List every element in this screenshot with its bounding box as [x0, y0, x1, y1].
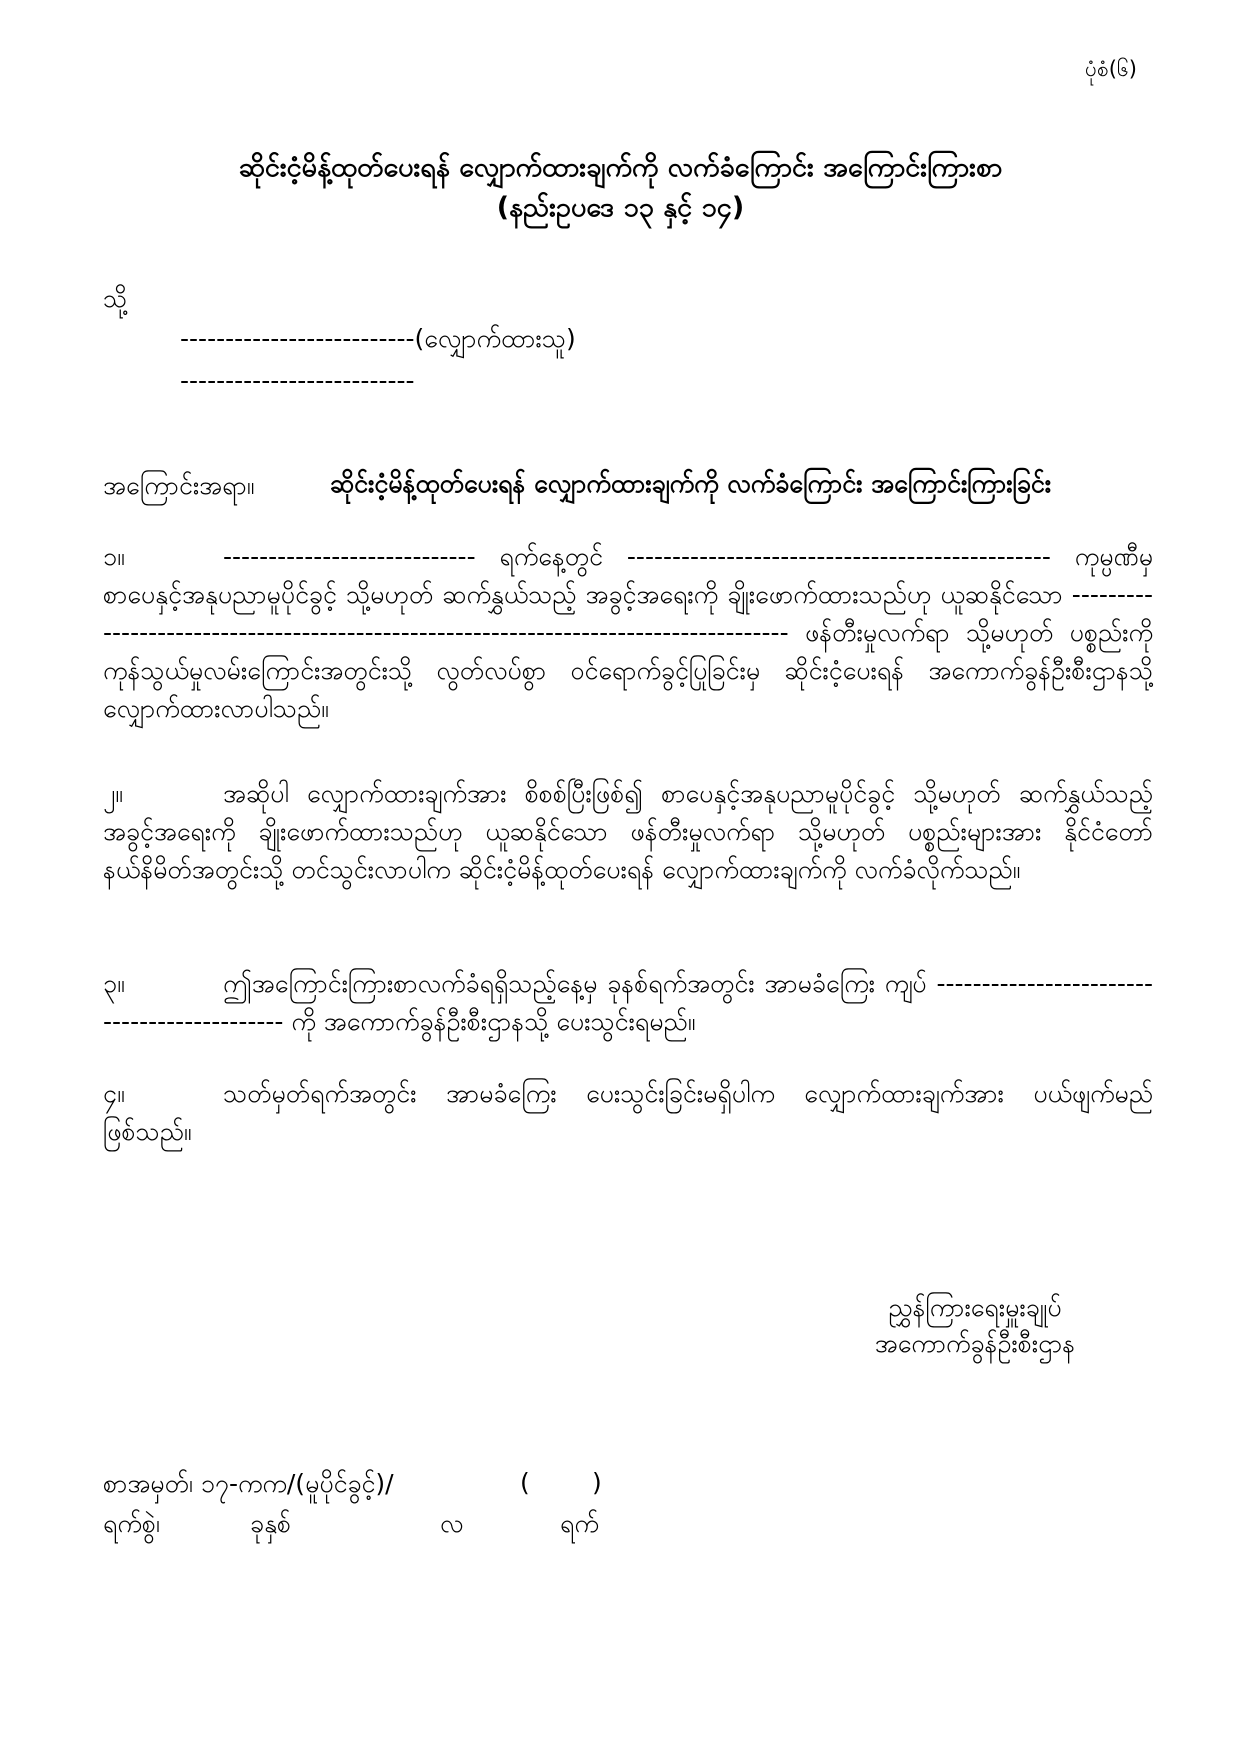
date-day-label: ရက်: [560, 1509, 599, 1538]
document-title-line1: ဆိုင်းငံ့မိန့်ထုတ်ပေးရန် လျှောက်ထားချက်ကို လက်ခံကြောင်း အကြောင်းကြားစာ: [238, 152, 1003, 183]
recipient-role-label: (လျှောက်ထားသူ): [414, 324, 576, 353]
paragraph-text: ဤအကြောင်းကြားစာလက်ခံရရှိသည့်နေ့မှ ခုနစ်ရက်အတွင်း အာမခံကြေး ကျပ် -------------------------------------------- ကို အကောက်ခွန်ဦးစီးဌာနသို့ ပေးသွင်းရမည်။: [103, 969, 1153, 1036]
date-month-label: လ: [440, 1509, 464, 1538]
reference-paren-open: (: [520, 1468, 530, 1497]
reference-paren-close: ): [592, 1468, 602, 1497]
reference-number: စာအမှတ်၊ ၁၇-ကက/(မူပိုင်ခွင့်)/: [103, 1469, 394, 1498]
paragraph-number: ၃။: [103, 969, 125, 998]
signatory-title: ညွှန်ကြားရေးမှူးချုပ်: [888, 1293, 1062, 1322]
paragraph-text: သတ်မှတ်ရက်အတွင်း အာမခံကြေး ပေးသွင်းခြင်းမရှိပါက လျှောက်ထားချက်အား ပယ်ဖျက်မည် ဖြစ်သည်။: [103, 1079, 1153, 1146]
subject-text: ဆိုင်းငံ့မိန့်ထုတ်ပေးရန် လျှောက်ထားချက်ကို လက်ခံကြောင်း အကြောင်းကြားခြင်း: [330, 469, 1052, 498]
form-number: ပုံစံ(၆): [1085, 57, 1137, 81]
date-label: ရက်စွဲ၊: [103, 1509, 160, 1538]
paragraph-2: [103, 775, 1153, 889]
date-year-label: ခုနှစ်: [250, 1509, 292, 1538]
paragraph-number: ၂။: [103, 779, 123, 808]
recipient-blank-1: --------------------------: [180, 324, 415, 353]
paragraph-3: [103, 965, 1153, 1041]
paragraph-text: ---------------------------- ရက်နေ့တွင် ----------------------------------------------- ကုမ္ပဏီမှ စာပေနှင့်အနုပညာမူပိုင်ခွင့် သို့မဟုတ် ဆက်နွှယ်သည့် အခွင့်အရေးကို ချိုးဖောက်ထားသည်ဟု ယူဆနိုင်သော ------------------------------------------------------------------------------------- ဖန်တီးမှုလက်ရာ သို့မဟုတ် ပစ္စည်းကို ကုန်သွယ်မှုလမ်းကြောင်းအတွင်းသို့ လွတ်လပ်စွာ ဝင်ရောက်ခွင့်ပြုခြင်းမှ ဆိုင်းငံ့ပေးရန် အကောက်ခွန်ဦးစီးဌာနသို့ လျှောက်ထားလာပါသည်။: [103, 542, 1153, 723]
paragraph-number: ၄။: [103, 1079, 125, 1108]
paragraph-number: ၁။: [103, 542, 125, 571]
signatory-department: အကောက်ခွန်ဦးစီးဌာန: [874, 1329, 1076, 1358]
recipient-blank-2: --------------------------: [180, 366, 415, 395]
paragraph-4: [103, 1075, 1153, 1151]
recipient-line1: [180, 323, 576, 360]
paragraph-1: [103, 538, 1153, 728]
recipient-to-label: သို့: [103, 284, 128, 313]
paragraph-text: အဆိုပါ လျှောက်ထားချက်အား စိစစ်ပြီးဖြစ်၍ စာပေနှင့်အနုပညာမူပိုင်ခွင့် သို့မဟုတ် ဆက်နွှယ်သည့် အခွင့်အရေးကို ချိုးဖောက်ထားသည်ဟု ယူဆနိုင်သော ဖန်တီးမှုလက်ရာ သို့မဟုတ် ပစ္စည်းများအား နိုင်ငံတော် နယ်နိမိတ်အတွင်းသို့ တင်သွင်းလာပါက ဆိုင်းငံ့မိန့်ထုတ်ပေးရန် လျှောက်ထားချက်ကို လက်ခံလိုက်သည်။: [103, 779, 1153, 884]
document-title-line2: (နည်းဥပဒေ ၁၃ နှင့် ၁၄): [496, 192, 745, 223]
subject-label: အကြောင်းအရာ။: [103, 471, 255, 500]
